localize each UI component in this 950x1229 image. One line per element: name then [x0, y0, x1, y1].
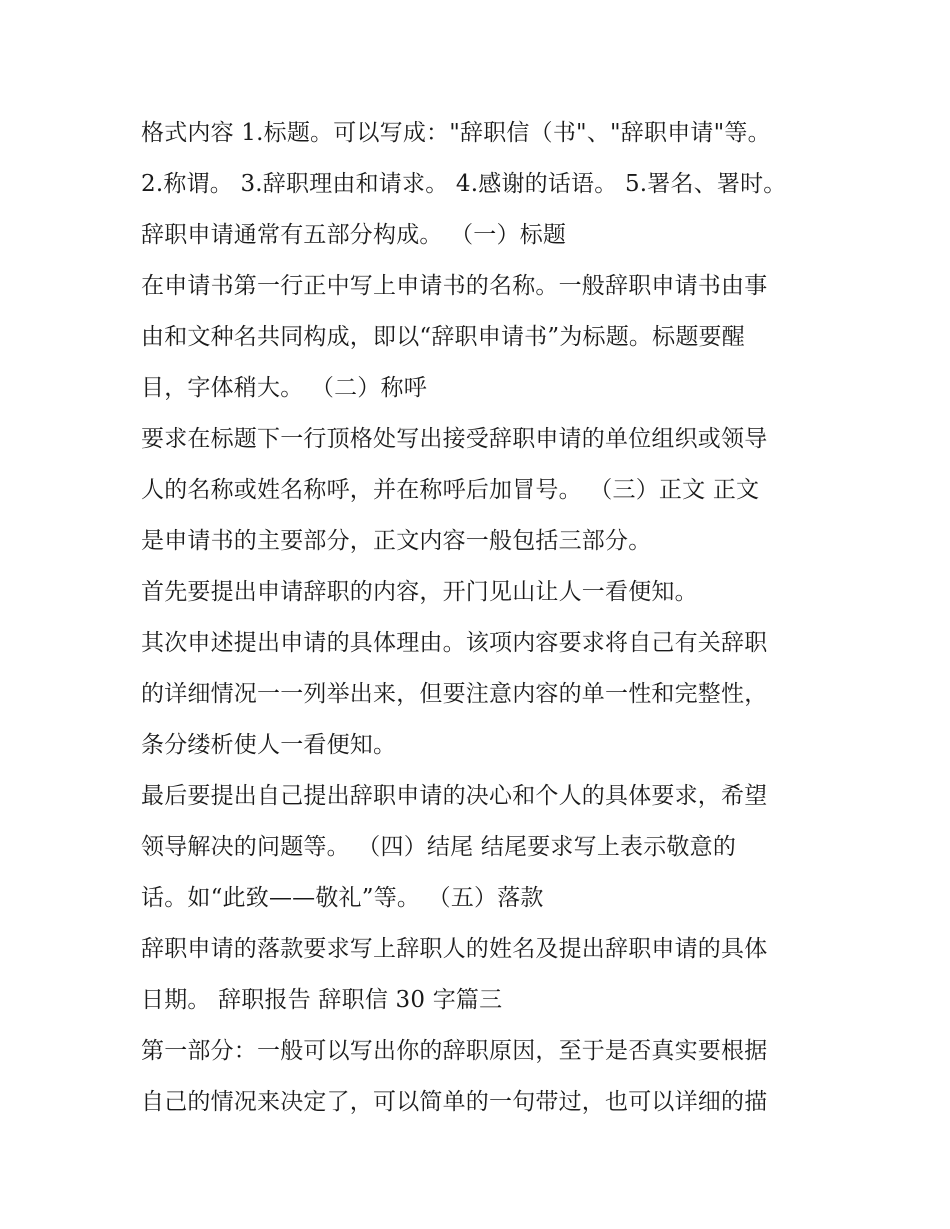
document-body: [141, 108, 821, 1128]
text-line-1: 格式内容 1.标题。可以写成："辞职信（书"、"辞职申请"等。: [141, 120, 771, 146]
text-line-8: 人的名称或姓名称呼，并在称呼后加冒号。 （三）正文 正文: [141, 477, 760, 503]
text-line-9: 是申请书的主要部分，正文内容一般包括三部分。: [141, 528, 652, 554]
text-line-4: 在申请书第一行正中写上申请书的名称。一般辞职申请书由事: [141, 273, 768, 299]
text-line-10: 首先要提出申请辞职的内容，开门见山让人一看便知。: [141, 579, 698, 605]
text-line-13: 条分缕析使人一看便知。: [141, 732, 397, 758]
text-line-3: 辞职申请通常有五部分构成。 （一）标题: [141, 222, 567, 248]
text-line-5: 由和文种名共同构成，即以“辞职申请书”为标题。标题要醒: [141, 324, 745, 350]
text-line-16: 话。如“此致——敬礼”等。 （五）落款: [141, 885, 544, 911]
text-line-11: 其次申述提出申请的具体理由。该项内容要求将自己有关辞职: [141, 630, 768, 656]
text-line-17: 辞职申请的落款要求写上辞职人的姓名及提出辞职申请的具体: [141, 936, 768, 962]
text-line-7: 要求在标题下一行顶格处写出接受辞职申请的单位组织或领导: [141, 426, 768, 452]
text-line-12: 的详细情况一一列举出来，但要注意内容的单一性和完整性，: [141, 681, 768, 707]
text-line-15: 领导解决的问题等。 （四）结尾 结尾要求写上表示敬意的: [141, 834, 737, 860]
text-line-20: 自己的情况来决定了，可以简单的一句带过，也可以详细的描: [141, 1089, 768, 1115]
text-line-6: 目，字体稍大。 （二）称呼: [141, 375, 427, 401]
text-line-18: 日期。 辞职报告 辞职信 30 字篇三: [141, 987, 503, 1013]
text-line-2: 2.称谓。 3.辞职理由和请求。 4.感谢的话语。 5.署名、署时。: [141, 171, 787, 197]
text-line-14: 最后要提出自己提出辞职申请的决心和个人的具体要求，希望: [141, 783, 768, 809]
text-line-19: 第一部分：一般可以写出你的辞职原因，至于是否真实要根据: [141, 1038, 768, 1064]
